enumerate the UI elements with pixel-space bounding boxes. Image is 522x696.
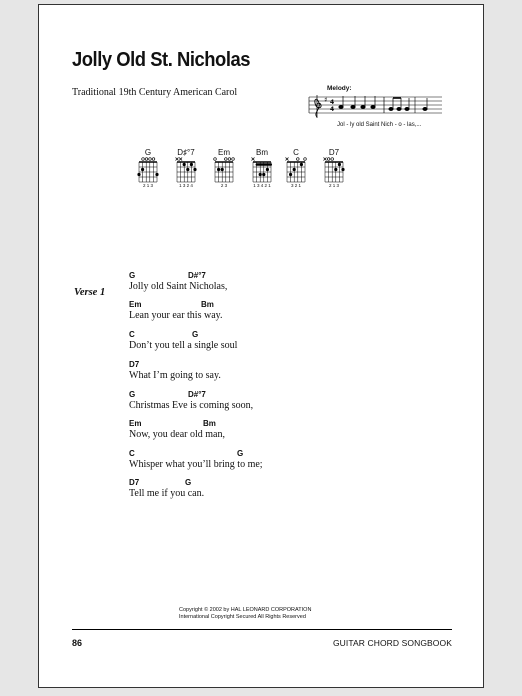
lyric-text: Lean your ear this way. (129, 310, 223, 321)
lyric-line (129, 390, 429, 418)
copyright-notice (179, 607, 311, 621)
chord-grid (211, 157, 237, 183)
melody-label: Melody: (327, 85, 352, 92)
lyric-line (129, 360, 429, 388)
chord-fingering: 2 1 3 (328, 183, 339, 188)
verse-label: Verse 1 (74, 287, 106, 298)
chord-grid (249, 157, 275, 183)
chord-fingering: 1 3 4 2 1 (253, 183, 271, 188)
chord-row (129, 478, 429, 488)
chord-grid (321, 157, 347, 183)
chord-symbol: D7 (129, 360, 140, 369)
lyric-text: Tell me if you can. (129, 488, 205, 499)
chord-row (129, 360, 429, 370)
chord-symbol: G (185, 478, 192, 487)
chord-symbol: C (129, 330, 135, 339)
chord-symbol: G (237, 449, 244, 458)
chord-symbol: C (129, 449, 135, 458)
svg-text:4: 4 (330, 99, 335, 106)
melody-lyrics: Jol - ly old Saint Nich - o - las,... (337, 122, 422, 128)
page-number: 86 (72, 638, 83, 648)
chord-fingering: 2 3 (220, 183, 228, 188)
chord-row (129, 271, 429, 281)
chord-symbol: Em (129, 300, 142, 309)
chord-grid (283, 157, 309, 183)
copyright-line: International Copyright Secured All Rights Reserved (179, 614, 306, 620)
lyric-text: Christmas Eve is coming soon, (129, 400, 254, 411)
song-title: Jolly Old St. Nicholas (72, 49, 251, 71)
chord-symbol: Em (129, 419, 142, 428)
chord-fingering: 1 3 2 4 (179, 183, 193, 188)
lyric-line (129, 330, 429, 358)
chord-name: Em (218, 148, 230, 157)
melody-staff (307, 93, 447, 123)
chord-name: C (293, 148, 299, 157)
chord-row (129, 449, 429, 459)
lyric-line (129, 300, 429, 328)
chord-row (129, 419, 429, 429)
chord-symbol: G (129, 390, 136, 399)
chord-name: G (144, 148, 152, 157)
lyric-line (129, 271, 429, 299)
chord-symbol: Bm (201, 300, 214, 309)
song-page (38, 4, 484, 688)
chord-grid (135, 157, 161, 183)
chord-symbol: G (129, 271, 136, 280)
footer-divider (72, 629, 452, 630)
chord-symbol: D7 (129, 478, 140, 487)
chord-grid (173, 157, 199, 183)
chord-row (129, 300, 429, 310)
svg-text:♯: ♯ (324, 96, 328, 104)
copyright-line: Copyright © 2002 by HAL LEONARD CORPORATION (179, 607, 312, 613)
chord-symbol: D#°7 (188, 271, 206, 280)
chord-fingering: 3 2 1 (290, 183, 301, 188)
lyric-text: What I’m going to say. (129, 370, 221, 381)
lyric-line (129, 419, 429, 447)
book-title: GUITAR CHORD SONGBOOK (332, 638, 452, 648)
lyric-text: Jolly old Saint Nicholas, (129, 281, 228, 292)
lyric-text: Whisper what you’ll bring to me; (129, 459, 263, 470)
lyric-text: Now, you dear old man, (129, 429, 225, 440)
lyric-line (129, 449, 429, 477)
chord-row (129, 390, 429, 400)
chord-row (129, 330, 429, 340)
chord-fingering: 2 1 3 (142, 183, 153, 188)
song-subtitle: Traditional 19th Century American Carol (72, 87, 238, 98)
chord-symbol: G (192, 330, 199, 339)
svg-text:4: 4 (330, 106, 335, 113)
chord-name: Bm (256, 148, 268, 157)
lyric-line (129, 478, 429, 506)
chord-symbol: D#°7 (188, 390, 206, 399)
chord-name: D7 (328, 148, 340, 157)
lyric-text: Don’t you tell a single soul (129, 340, 238, 351)
chord-symbol: Bm (203, 419, 216, 428)
chord-name: D♯°7 (177, 148, 195, 157)
